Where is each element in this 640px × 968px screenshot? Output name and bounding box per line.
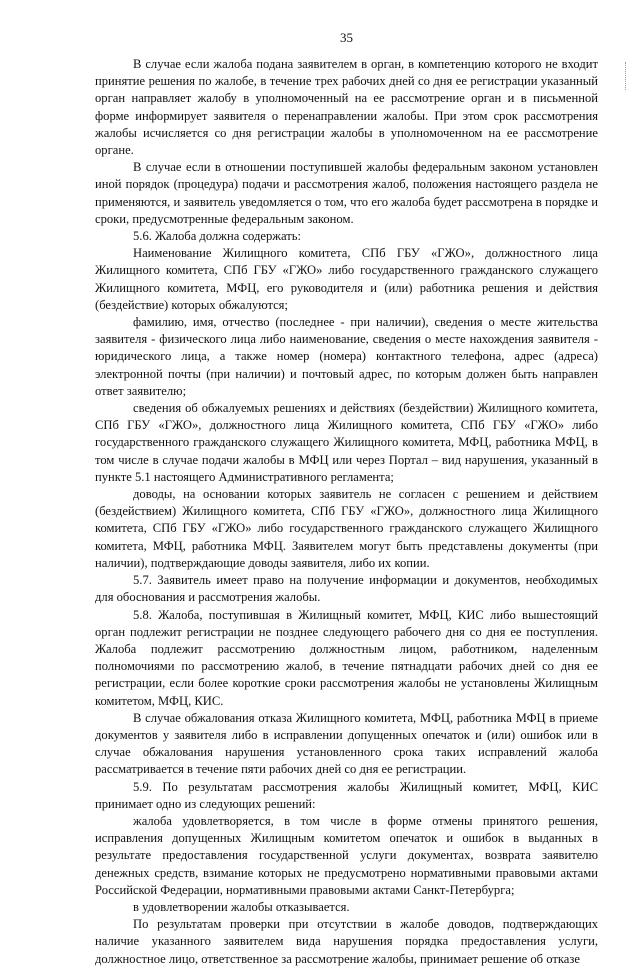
section-5-7: 5.7. Заявитель имеет право на получение информации и документов, необходимых для обоснования и рассмотрения жалобы. [95, 573, 598, 605]
paragraph-redirect-complaint: В случае если жалоба подана заявителем в орган, в компетенцию которого не входит принятие решения по жалобе, в течение трех рабочих дней со дня ее регистрации указанный орган направляет жалобу в уполномоченный на ее рассмотрение орган и в письменной форме информирует заявителя о перенаправлении жалобы. При этом срок рассмотрения жалобы исчисляется со дня регистрации жалобы в уполномоченном на ее рассмотрение органе. [95, 57, 598, 158]
paragraph-contested-decisions: сведения об обжалуемых решениях и действиях (бездействии) Жилищного комитета, СПб ГБУ «ГЖО», должностного лица Жилищного комитета, СПб ГБУ «ГЖО» либо государственного гражданского служащего Жилищного комитета, МФЦ, работника МФЦ, в том числе в случае подачи жалобы в МФЦ или через Портал – вид нарушения, указанный в пункте 5.1 настоящего Административного регламента; [95, 401, 598, 484]
paragraph-verification-results: По результатам проверки при отсутствии в жалобе доводов, подтверждающих наличие указанного заявителем вида нарушения порядка предоставления услуги, должностное лицо, ответственное за рассмотрение жалобы, принимает решение об отказе [95, 917, 598, 966]
section-5-8: 5.8. Жалоба, поступившая в Жилищный комитет, МФЦ, КИС либо вышестоящий орган подлежит регистрации не позднее следующего рабочего дня со дня ее поступления. Жалоба подлежит рассмотрению должностным лицом, работником, наделенным полномочиями по рассмотрению жалоб, в течение пятнадцати рабочих дней со дня ее регистрации, если более короткие сроки рассмотрения жалобы не установлены Жилищным комитетом, МФЦ, КИС. [95, 607, 598, 708]
paragraph-federal-law-procedure: В случае если в отношении поступившей жалобы федеральным законом установлен иной порядок (процедура) подачи и рассмотрения жалоб, положения настоящего раздела не применяются, и заявитель уведомляется о том, что его жалоба будет рассмотрена в порядке и сроки, предусмотренные федеральным законом. [95, 160, 598, 226]
paragraph-complaint-rejected: в удовлетворении жалобы отказывается. [133, 899, 350, 914]
section-5-9: 5.9. По результатам рассмотрения жалобы Жилищный комитет, МФЦ, КИС принимает одно из следующих решений: [95, 779, 598, 811]
paragraph-refusal-appeal: В случае обжалования отказа Жилищного комитета, МФЦ, работника МФЦ в приеме документов у заявителя либо в исправлении допущенных опечаток и (или) ошибок или в случае обжалования нарушения установленного срока таких исправлений жалоба рассматривается в течение пяти рабочих дней со дня ее регистрации. [95, 710, 598, 777]
paragraph-applicant-details: фамилию, имя, отчество (последнее - при наличии), сведения о месте жительства заявителя - физического лица либо наименование, сведения о месте нахождения заявителя - юридического лица, а также номер (номера) контактного телефона, адрес (адреса) электронной почты (при наличии) и почтовый адрес, по которым должен быть направлен ответ заявителю; [95, 315, 598, 398]
paragraph-complaint-satisfied: жалоба удовлетворяется, в том числе в форме отмены принятого решения, исправления допущенных Жилищным комитетом опечаток и ошибок в выданных в результате предоставления государственной услуги документах, возврата заявителю денежных средств, взимание которых не предусмотрено нормативными правовыми актами Российской Федерации, нормативными правовыми актами Санкт-Петербурга; [95, 813, 598, 897]
margin-scan-mark [625, 62, 628, 90]
paragraph-organization-name: Наименование Жилищного комитета, СПб ГБУ «ГЖО», должностного лица Жилищного комитета, СПб ГБУ «ГЖО» либо государственного гражданского служащего Жилищного комитета, МФЦ, его руководителя и (или) работника решения и действия (бездействие) которых обжалуются; [95, 246, 598, 312]
page-number: 35 [340, 30, 353, 45]
section-5-6-heading: 5.6. Жалоба должна содержать: [133, 229, 301, 244]
paragraph-arguments: доводы, на основании которых заявитель не согласен с решением и действием (бездействием) Жилищного комитета, СПб ГБУ «ГЖО», должностного лица Жилищного комитета, СПб ГБУ «ГЖО» либо государственного гражданского служащего Жилищного комитета, МФЦ, работника МФЦ. Заявителем могут быть представлены документы (при наличии), подтверждающие доводы заявителя, либо их копии. [95, 487, 598, 570]
